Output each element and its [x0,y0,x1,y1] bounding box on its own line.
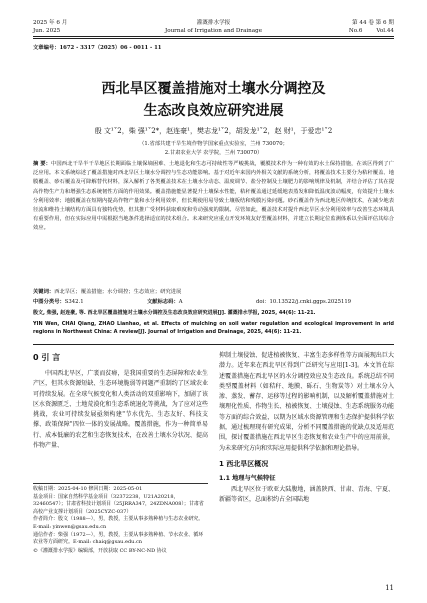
abstract-divider [33,344,394,345]
clc-value: S342.1 [64,299,84,305]
header-rule-thick [33,36,394,37]
introduction-paragraph-left: 中国西北旱区，广袤而贫瘠，是我国重要的生态屏障和农业生产区，但其水资源短缺、生态环境脆弱等问题严重制约了区域农业可持续发展。在全球气候变化和人类活动的双重影响下，加剧了该区水资源匮乏、土地荒漠化和生态系统退化等挑战，为了应对这些挑战，农业可持续发展亟须构建"节水优先、生态友好、科技支撑、政策保障"四位一体的发展战略。覆盖措施，作为一种简单易行、成本低廉的农艺和生态恢复技术，在改善土壤水分状况、提高作物产量、 [33,370,208,450]
classification-row [33,298,394,306]
header-volume-en [349,28,394,35]
abstract-text: 中国西北干旱半干旱地区长期面临土壤保墒困难、土地退化和生态可持续性等严峻挑战，覆膜技术作为一种有效的水土保持措施，在该区得到了广泛应用。本文系统综述了覆盖措施对西北旱区土壤水分调控与生态功能影响。基于对近年来国内外相关文献的系统分析，将覆盖技术主要分为秸秆覆盖、地膜覆盖、砂石覆盖及可降解替代材料，深入解析了各类覆盖技术在土壤水分动态、温度调节、盐分控制及土壤肥力的影响规律及机制，并结合评估了其在提高作物生产力和增强生态系统韧性方面的作用效果。覆盖措施能显著提升土壤保水性能，秸秆覆盖通过延缓地表蒸发和降低温度波动幅度，有效提升土壤水分利用效率；地膜覆盖在短期内提高作物产量和水分利用效率，但长期使用易导致土壤板结和残膜污染问题。砂石覆盖作为西北地区传统技术，在减少地表径流和维持土壤结构方面具有独特优势，但其推广受材料获取难度和劳动强度的限制。尽管如此，覆盖技术对提升西北旱区水分利用效率与改善生态环境具有重要作用，但在实际应用中需根据当地条件选择适宜的技术组合。未来研究应重点开发环境友好型覆盖材料，并建立长期定位监测体系以全面评估其综合效应。 [33,161,394,232]
header-date-en: Jun. 2025 [33,28,61,34]
section-0-heading: 0 引 言 [33,353,61,362]
footnote-license-text: ©《灌溉排水学报》编辑部，开放获取 CC BY-NC-ND 协议 [33,547,167,554]
abstract [33,160,394,234]
paper-title-line1: 西北旱区覆盖措施对土壤水分调控及 [101,81,326,97]
header-journal-en: Journal of Irrigation and Drainage [164,28,263,34]
header-volume-cn: 第 44 卷 第 6 期 [352,20,394,26]
header-vol-en: Vol.44 [376,28,394,34]
citation-en: YIN Wen, CHAI Qiang, ZHAO Lianhao, et al. Effects of mulching on soil water regulation and ecological improvement in arid regions in Northwest China: A review[J]. Journal of Irrigation and Drainage, 2025, 44(6): 11-21. [33,321,394,335]
section-1-1-heading: 1.1 地理与气候特征 [219,474,276,482]
header-rule-thin [33,38,394,39]
header-date-cn: 2025 年 6 月 [33,20,68,26]
keywords-text: 西北旱区；覆盖措施；水分调控；生态效应；研究进展 [54,289,182,295]
footnote-received: 收稿日期：2025-04-10 修回日期：2025-05-01 [33,486,143,492]
affiliation-2: 2.甘肃农业大学 农学院，兰州 730070） [164,150,263,156]
abstract-label: 摘 要： [33,161,51,167]
footnote-rule [33,483,208,484]
footnote-author: 作者简介：殷文（1988—），男，教授，主要从事多熟种植与生态农业研究。E-mail: yinwen@gsau.edu.cn [33,516,204,530]
footnote-license [33,548,208,556]
keywords-label: 关键词： [33,289,55,295]
header-journal-cn: 灌溉排水学报 [196,20,231,26]
introduction-paragraph-right: 抑制土壤侵蚀、促进植被恢复、丰富生态多样性等方面展现出巨大潜力。近年来在西北旱区得到广泛研究与应用[1-3]。本文旨在综述覆盖措施在西北旱区的水分调控效应及生态改良。系统总结不同类型覆盖材料（如秸秆、地膜、砾石、生物炭等）对土壤水分入渗、蒸发、蓄存、运移等过程的影响机制，以及解析覆盖措施对土壤理化性质、作物生长、植被恢复、土壤侵蚀、生态系统服务功能等方面的综合效益，以期为区域水资源管理和生态保护提供科学依据，通过梳理现有研究成果，分析不同覆盖措施的优缺点及适用范围，探讨覆盖措施在西北旱区生态恢复和农业生产中的应用前景，为未来研究方向和实际应用提供科学依据和理论指导。 [219,352,394,452]
footnote-corresponding: 通信作者：柴强（1972—），男，教授，主要从事多熟种植、节水农业、循环农业等方面研究。E-mail: chaiq@gsau.edu.cn [33,531,204,546]
page-number: 11 [385,584,394,592]
doc-code-label: 文献标志码： [146,299,179,305]
affiliation-1: （1.省部共建干旱生境作物学国家重点实验室，兰州 730070； [139,141,288,147]
left-column [33,348,208,451]
paper-title-line2: 生态改良效应研究进展 [143,103,284,119]
clc-label: 中图分类号： [33,299,65,305]
geography-paragraph: 西北旱区位于欧亚大陆腹地，涵盖陕西、甘肃、青海、宁夏、新疆等省区，总面积约占全国陆地 [219,485,394,504]
article-id: 文章编号：1672 - 3317（2025）06 - 0011 - 11 [33,45,162,51]
doc-code-value: A [178,299,183,305]
header-no-en: No.6 [348,28,363,34]
right-column [219,351,394,506]
footnotes [33,486,208,555]
citation-cn: 殷文, 柴强, 赵连豪, 等. 西北旱区覆盖措施对土壤水分调控及生态改良效应研究进展[J]. 灌溉排水学报, 2025, 44(6): 11-21. [33,310,316,316]
section-1-heading: 1 西北旱区概况 [219,459,269,468]
authors: 殷 文¹ˇ2，柴 强¹ˇ2*，赵连豪¹，樊志龙¹ˇ2，胡发龙¹ˇ2，赵 财¹，于爱忠¹ˇ2 [94,127,333,135]
doi-text[interactable]: doi：10.13522/j.cnki.ggps.2025119 [255,299,352,305]
footnote-funding: 基金项目：国家自然科学基金项目（32372238，U21A20218，32460547）；甘肃省科技计划项目（25JRRA347，24ZDNA008）；甘肃省高校产业支撑计划项目（2025CYZC-037） [33,493,204,515]
keywords [33,288,394,296]
